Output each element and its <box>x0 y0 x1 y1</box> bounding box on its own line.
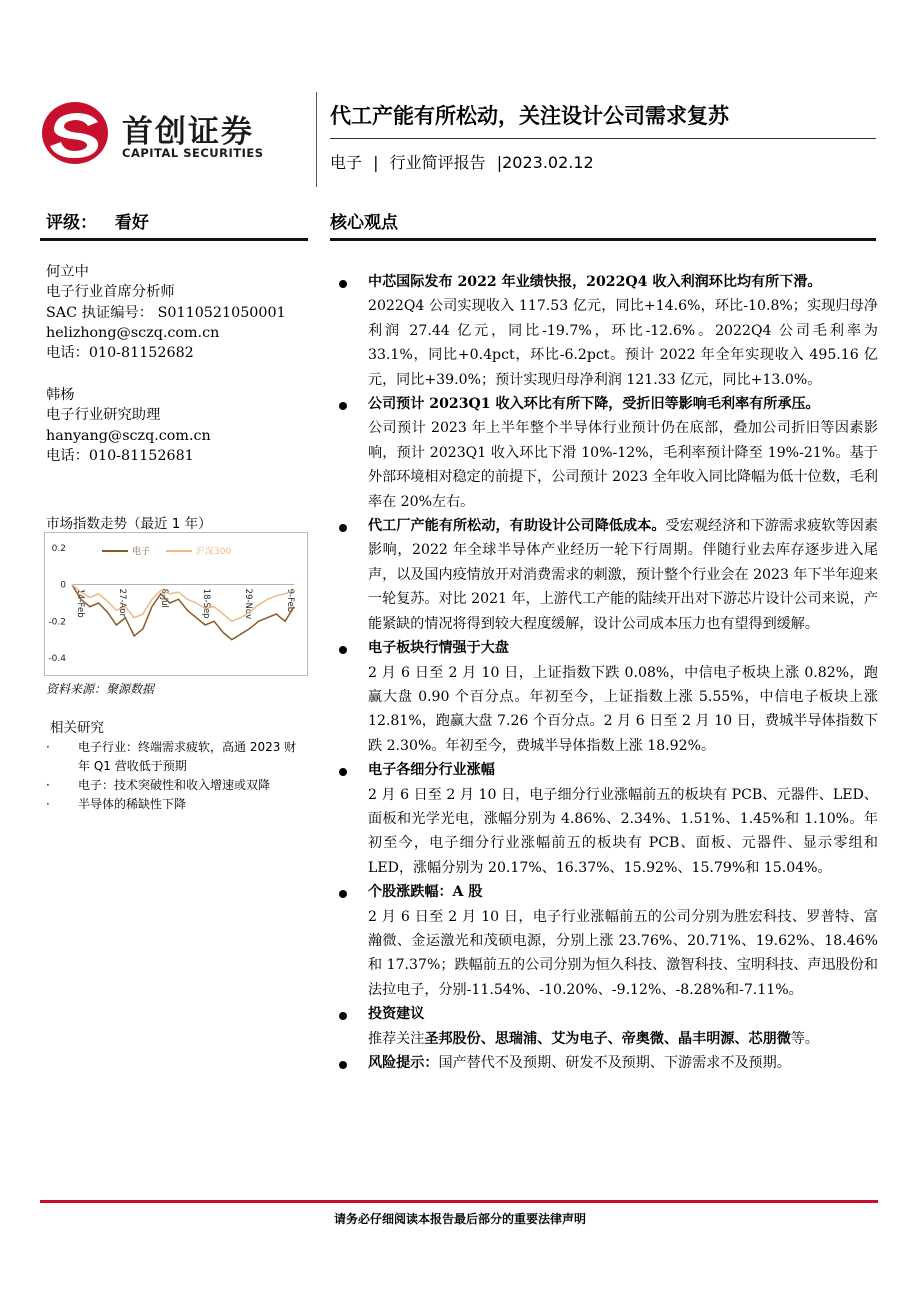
x-tick-label: 27-Apr <box>117 588 127 618</box>
analyst-email[interactable]: hanyang@sczq.com.cn <box>46 427 211 444</box>
point-head: 电子板块行情强于大盘 <box>368 640 509 657</box>
point-body: 2 月 6 日至 2 月 10 日，电子细分行业涨幅前五的板块有 PCB、元器件、LED、面板和光学光电，涨幅分别为 4.86%、2.34%、1.51%、1.45%和 1.10%。年初至今，电子细分行业涨幅前五的板块有 PCB、面板、元器件、显示零组和 LED，涨幅分别为 20.17%、16.37%、15.92%、15.79%和 15.04%。 <box>368 786 878 876</box>
point-body: 国产替代不及预期、研发不及预期、下游需求不及预期。 <box>438 1055 791 1071</box>
point-head: 风险提示： <box>368 1055 439 1071</box>
point-body: 2 月 6 日至 2 月 10 日，上证指数下跌 0.08%，中信电子板块上涨 0.82%，跑赢大盘 0.90 个百分点。年初至今，上证指数上涨 5.55%，中信电子板块上涨 12.81%，跑赢大盘 7.26 个百分点。2 月 6 日至 2 月 10 日，费城半导体指数下跌 2.30%。年初至今，费城半导体指数上涨 18.92%。 <box>368 664 878 754</box>
point-head: 投资建议 <box>368 1006 425 1023</box>
point-head: 代工厂产能有所松动，有助设计公司降低成本。 <box>368 518 666 535</box>
analyst-role: 电子行业首席分析师 <box>46 284 175 301</box>
point-body: 推荐关注 <box>368 1030 425 1047</box>
related-item[interactable] <box>46 738 308 776</box>
bullet-icon <box>339 768 347 776</box>
rating-rule <box>40 238 308 241</box>
footer-rule <box>40 1200 878 1203</box>
analyst-name: 何立中 <box>46 264 89 280</box>
point-head: 个股涨跌幅：A 股 <box>368 884 483 901</box>
core-rule <box>330 238 876 241</box>
bullet-icon <box>339 402 347 410</box>
title-rule <box>330 138 876 139</box>
bullet-icon <box>339 646 347 654</box>
bullet-icon <box>339 280 347 288</box>
recommended-stocks: 圣邦股份、思瑞浦、艾为电子、帝奥微、晶丰明源、芯朋微 <box>424 1030 791 1047</box>
meta-type: 行业简评报告 <box>389 153 486 172</box>
logo-mark-icon <box>40 100 110 166</box>
header-divider <box>316 92 317 187</box>
key-point <box>336 880 878 1002</box>
analyst-role: 电子行业研究助理 <box>46 407 161 424</box>
related-item[interactable] <box>46 795 308 814</box>
key-point <box>336 636 878 758</box>
rating-value: 看好 <box>114 213 149 233</box>
key-points <box>336 270 878 1075</box>
company-logo <box>40 100 300 166</box>
bullet-icon <box>339 1012 347 1020</box>
legend-label: 电子 <box>132 547 151 557</box>
point-head: 电子各细分行业涨幅 <box>368 762 495 779</box>
y-tick-label: 0 <box>60 580 66 591</box>
bullet-icon: · <box>46 797 50 811</box>
analyst-phone: 电话：010-81152681 <box>46 447 194 464</box>
footer-disclaimer: 请务必仔细阅读本报告最后部分的重要法律声明 <box>333 1212 586 1226</box>
analyst-license: SAC 执证编号： S0110521050001 <box>46 304 286 321</box>
bullet-icon <box>339 524 347 532</box>
x-tick-label: 9-Feb <box>285 588 295 613</box>
y-tick-label: -0.4 <box>48 654 66 664</box>
legend-label: 沪深300 <box>196 547 232 557</box>
related-item[interactable] <box>46 776 308 795</box>
y-tick-label: 0.2 <box>51 544 66 554</box>
bullet-icon <box>339 1061 347 1069</box>
chart-title: 市场指数走势（最近 1 年） <box>46 516 212 532</box>
x-tick-label: 29-Nov <box>243 588 253 620</box>
logo-text-cn: 首创证券 <box>122 114 254 150</box>
point-body: 等。 <box>790 1030 819 1047</box>
core-title: 核心观点 <box>330 213 398 233</box>
bullet-icon: · <box>46 778 50 792</box>
meta-sep: | <box>373 153 379 172</box>
related-list <box>46 738 308 814</box>
y-tick-label: -0.2 <box>48 617 66 628</box>
analyst-card <box>46 262 286 363</box>
logo-text-en: CAPITAL SECURITIES <box>122 146 264 160</box>
market-index-chart <box>44 532 308 676</box>
related-item-text: 电子：技术突破性和收入增速或双降 <box>78 778 271 792</box>
point-body: 公司预计 2023 年上半年整个半导体行业预计仍在底部，叠加公司折旧等因素影响，预计 2023Q1 收入环比下滑 10%-12%，毛利率预计降至 19%-21%。基于外部环境相对稳定的前提下，公司预计 2023 全年收入同比降幅为低十位数，毛利率在 20%左右。 <box>368 420 878 510</box>
point-body: 受宏观经济和下游需求疲软等因素影响，2022 年全球半导体产业经历一轮下行周期。伴随行业去库存逐步进入尾声，以及国内疫情放开对消费需求的刺激，预计整个行业会在 2023 年下半年迎来一轮复苏。对比 2021 年，上游代工产能的陆续开出对下游芯片设计公司来说，产能紧缺的情况将得到较大程度缓解，设计公司成本压力也有望得到缓解。 <box>368 518 879 632</box>
key-point <box>336 270 878 392</box>
key-point <box>336 758 878 880</box>
related-item-text: 半导体的稀缺性下降 <box>78 797 187 811</box>
bullet-icon <box>339 890 347 898</box>
related-title: 相关研究 <box>50 720 104 736</box>
related-item-text: 电子行业：终端需求疲软，高通 2023 财年 Q1 营收低于预期 <box>78 740 297 773</box>
analyst-phone: 电话：010-81152682 <box>46 345 194 362</box>
key-point <box>336 514 878 636</box>
point-head: 中芯国际发布 2022 年业绩快报，2022Q4 收入利润环比均有所下滑。 <box>368 274 822 290</box>
chart-source: 资料来源：聚源数据 <box>46 682 155 696</box>
bullet-icon: · <box>46 740 50 754</box>
analyst-card <box>46 385 211 466</box>
analyst-name: 韩杨 <box>46 387 75 403</box>
report-meta <box>330 150 600 173</box>
rating <box>46 208 149 233</box>
key-point <box>336 1002 878 1051</box>
report-title: 代工产能有所松动，关注设计公司需求复苏 <box>330 104 729 128</box>
x-tick-label: 14-Feb <box>75 588 85 618</box>
rating-label: 评级： <box>46 213 97 233</box>
analyst-email[interactable]: helizhong@sczq.com.cn <box>46 324 220 341</box>
point-body: 2 月 6 日至 2 月 10 日，电子行业涨幅前五的公司分别为胜宏科技、罗普特、富瀚微、金运激光和茂硕电源，分别上涨 23.76%、20.71%、19.62%、18.46%和 17.37%；跌幅前五的公司分别为恒久科技、激智科技、宝明科技、声迅股份和法拉电子，分别-11.54%、-10.20%、-9.12%、-8.28%和-7.11%。 <box>368 908 878 998</box>
meta-industry: 电子 <box>330 153 363 172</box>
key-point <box>336 392 878 514</box>
point-body: 2022Q4 公司实现收入 117.53 亿元，同比+14.6%，环比-10.8%；实现归母净利润 27.44 亿元，同比-19.7%，环比-12.6%。2022Q4 公司毛利率为 33.1%，同比+0.4pct，环比-6.2pct。预计 2022 年全年实现收入 495.16 亿元，同比+39.0%；预计实现归母净利润 121.33 亿元，同比+13.0%。 <box>368 298 878 388</box>
key-point <box>336 1051 878 1075</box>
x-tick-label: 18-Sep <box>201 588 211 619</box>
point-head: 公司预计 2023Q1 收入环比有所下降，受折旧等影响毛利率有所承压。 <box>368 396 820 413</box>
meta-date: |2023.02.12 <box>496 153 594 172</box>
x-tick-label: 8-Jul <box>159 588 169 608</box>
